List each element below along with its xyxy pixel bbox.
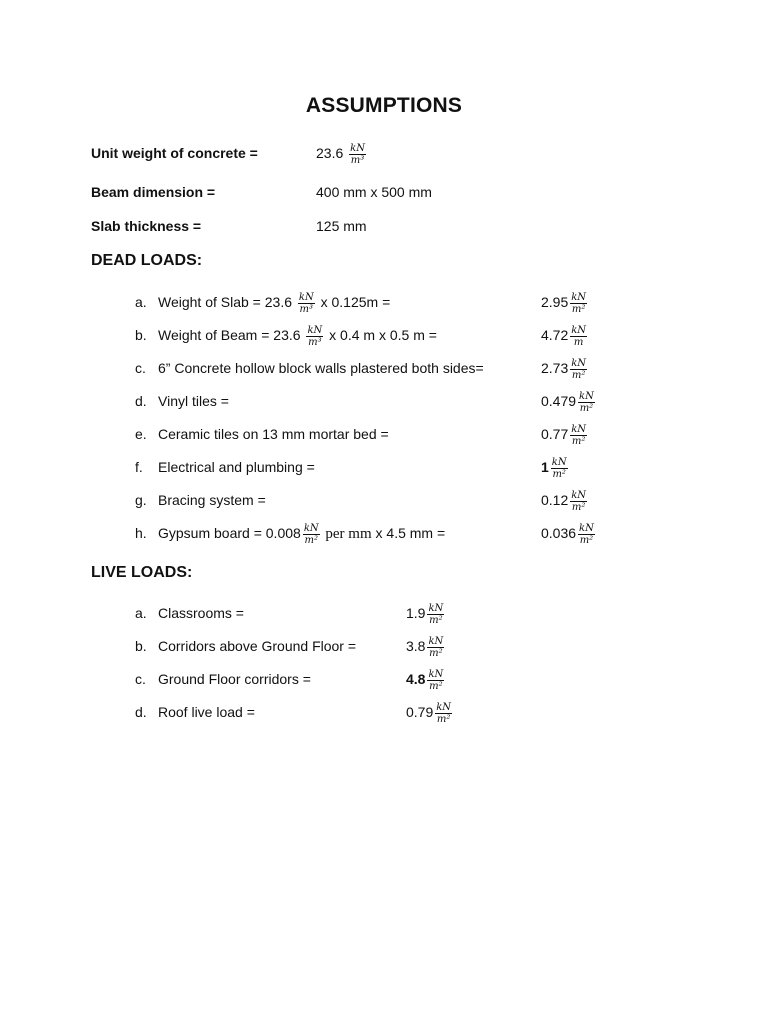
- fraction-denominator: m²: [429, 647, 443, 659]
- item-value: [541, 484, 589, 516]
- item-letter: e.: [135, 426, 147, 442]
- value-number: 1: [541, 459, 549, 475]
- unit-fraction: [570, 292, 587, 315]
- assumption-value: 400 mm x 500 mm: [316, 184, 432, 200]
- dead-load-item: [0, 319, 640, 351]
- item-letter: g.: [135, 492, 147, 508]
- item-letter: b.: [135, 638, 147, 654]
- fraction-numerator: kN: [350, 142, 365, 154]
- item-value: [541, 418, 589, 450]
- unit-fraction: [303, 523, 320, 546]
- unit-fraction: [349, 143, 366, 166]
- fraction-numerator: kN: [428, 635, 444, 647]
- item-description: Vinyl tiles =: [158, 393, 229, 409]
- item-description: Ground Floor corridors =: [158, 671, 311, 687]
- item-description: Electrical and plumbing =: [158, 459, 315, 475]
- live-loads-heading: LIVE LOADS:: [91, 564, 193, 581]
- assumption-value: 125 mm: [316, 218, 367, 234]
- item-value: [406, 597, 446, 629]
- item-description: [158, 286, 390, 318]
- desc-text: x 0.4 m x 0.5 m =: [325, 327, 437, 343]
- fraction-numerator: kN: [303, 522, 319, 534]
- dead-load-item: [0, 484, 640, 516]
- fraction-denominator: m²: [571, 435, 586, 447]
- fraction-numerator: kN: [307, 324, 323, 336]
- value-number: 4.8: [406, 671, 426, 687]
- item-letter: a.: [135, 294, 147, 310]
- item-description: Roof live load =: [158, 704, 255, 720]
- item-value: [541, 319, 589, 351]
- dead-load-item: [0, 418, 640, 450]
- item-value: [541, 517, 597, 549]
- fraction-numerator: kN: [571, 357, 587, 369]
- fraction-numerator: kN: [579, 522, 594, 534]
- unit-fraction: [578, 523, 595, 546]
- dead-load-item: [0, 517, 640, 549]
- value-number: 4.72: [541, 327, 569, 343]
- value-number: 2.73: [541, 360, 569, 376]
- assumption-unit-weight: [91, 140, 691, 166]
- item-value: [406, 630, 446, 662]
- assumption-slab-thickness: [91, 213, 691, 239]
- assumption-label: Beam dimension =: [91, 184, 216, 200]
- item-description: [158, 319, 437, 351]
- dead-load-item: [0, 352, 640, 384]
- value-number: 0.479: [541, 393, 577, 409]
- item-letter: d.: [135, 704, 147, 720]
- fraction-denominator: m²: [571, 303, 586, 315]
- item-letter: a.: [135, 605, 147, 621]
- dead-load-item: [0, 286, 640, 318]
- dead-load-item: [0, 385, 640, 417]
- unit-fraction: [306, 325, 323, 348]
- dead-loads-heading: DEAD LOADS:: [91, 252, 203, 269]
- unit-fraction: [570, 424, 587, 447]
- fraction-denominator: m²: [571, 501, 586, 513]
- desc-text: per mm: [321, 526, 372, 542]
- item-letter: c.: [135, 360, 146, 376]
- fraction-numerator: kN: [551, 456, 567, 468]
- item-description: Ceramic tiles on 13 mm mortar bed =: [158, 426, 389, 442]
- value-number: 0.77: [541, 426, 569, 442]
- item-description: Classrooms =: [158, 605, 244, 621]
- unit-fraction: [427, 603, 444, 626]
- unit-fraction: [570, 325, 587, 348]
- unit-fraction: [427, 669, 444, 692]
- fraction-denominator: m²: [429, 614, 443, 626]
- item-value: [541, 286, 589, 318]
- unit-fraction: [427, 636, 444, 659]
- fraction-denominator: m³: [350, 154, 365, 166]
- desc-text: x 4.5 mm =: [371, 525, 446, 541]
- assumption-value: [316, 140, 368, 166]
- unit-fraction: [578, 391, 595, 414]
- live-load-item: [0, 630, 640, 662]
- value-number: 2.95: [541, 294, 569, 310]
- item-value: [541, 352, 589, 384]
- fraction-denominator: m²: [579, 534, 594, 546]
- item-value: [541, 385, 597, 417]
- page-title: ASSUMPTIONS: [305, 94, 463, 117]
- value-number: 1.9: [406, 605, 426, 621]
- live-load-item: [0, 696, 640, 728]
- assumption-label: Unit weight of concrete =: [91, 145, 258, 161]
- fraction-denominator: m³: [308, 336, 322, 348]
- fraction-numerator: kN: [428, 668, 444, 680]
- unit-fraction: [570, 490, 587, 513]
- unit-fraction: [298, 292, 315, 315]
- dead-load-item: [0, 451, 640, 483]
- item-description: 6” Concrete hollow block walls plastered both sides=: [158, 360, 484, 376]
- desc-text: Weight of Beam = 23.6: [158, 327, 305, 343]
- value-number: 0.79: [406, 704, 434, 720]
- item-value: [541, 451, 570, 483]
- fraction-numerator: kN: [298, 291, 314, 303]
- fraction-denominator: m²: [436, 713, 451, 725]
- value-number: 0.036: [541, 525, 577, 541]
- value-number: 0.12: [541, 492, 569, 508]
- unit-fraction: [551, 457, 568, 480]
- item-value: [406, 696, 454, 728]
- assumption-label: Slab thickness =: [91, 218, 202, 234]
- item-description: [158, 517, 445, 550]
- item-letter: f.: [135, 459, 143, 475]
- fraction-numerator: kN: [571, 423, 587, 435]
- item-description: Bracing system =: [158, 492, 266, 508]
- fraction-denominator: m: [573, 336, 584, 348]
- desc-text: Gypsum board = 0.008: [158, 525, 301, 541]
- fraction-numerator: kN: [428, 602, 444, 614]
- live-load-item: [0, 597, 640, 629]
- item-letter: h.: [135, 525, 147, 541]
- fraction-denominator: m²: [571, 369, 586, 381]
- fraction-denominator: m²: [429, 680, 443, 692]
- fraction-denominator: m²: [579, 402, 594, 414]
- value-number: 23.6: [316, 145, 344, 161]
- fraction-numerator: kN: [571, 324, 587, 336]
- fraction-denominator: m³: [299, 303, 314, 315]
- unit-fraction: [570, 358, 587, 381]
- fraction-numerator: kN: [571, 291, 587, 303]
- desc-text: x 0.125m =: [316, 294, 391, 310]
- fraction-denominator: m²: [304, 534, 318, 546]
- unit-fraction: [435, 702, 452, 725]
- item-description: Corridors above Ground Floor =: [158, 638, 357, 654]
- fraction-numerator: kN: [571, 489, 587, 501]
- live-load-item: [0, 663, 640, 695]
- fraction-denominator: m²: [552, 468, 566, 480]
- item-letter: b.: [135, 327, 147, 343]
- fraction-numerator: kN: [579, 390, 594, 402]
- item-letter: c.: [135, 671, 146, 687]
- assumption-beam-dimension: [91, 179, 691, 205]
- item-letter: d.: [135, 393, 147, 409]
- item-value: [406, 663, 446, 695]
- value-number: 3.8: [406, 638, 426, 654]
- desc-text: Weight of Slab = 23.6: [158, 294, 296, 310]
- fraction-numerator: kN: [436, 701, 452, 713]
